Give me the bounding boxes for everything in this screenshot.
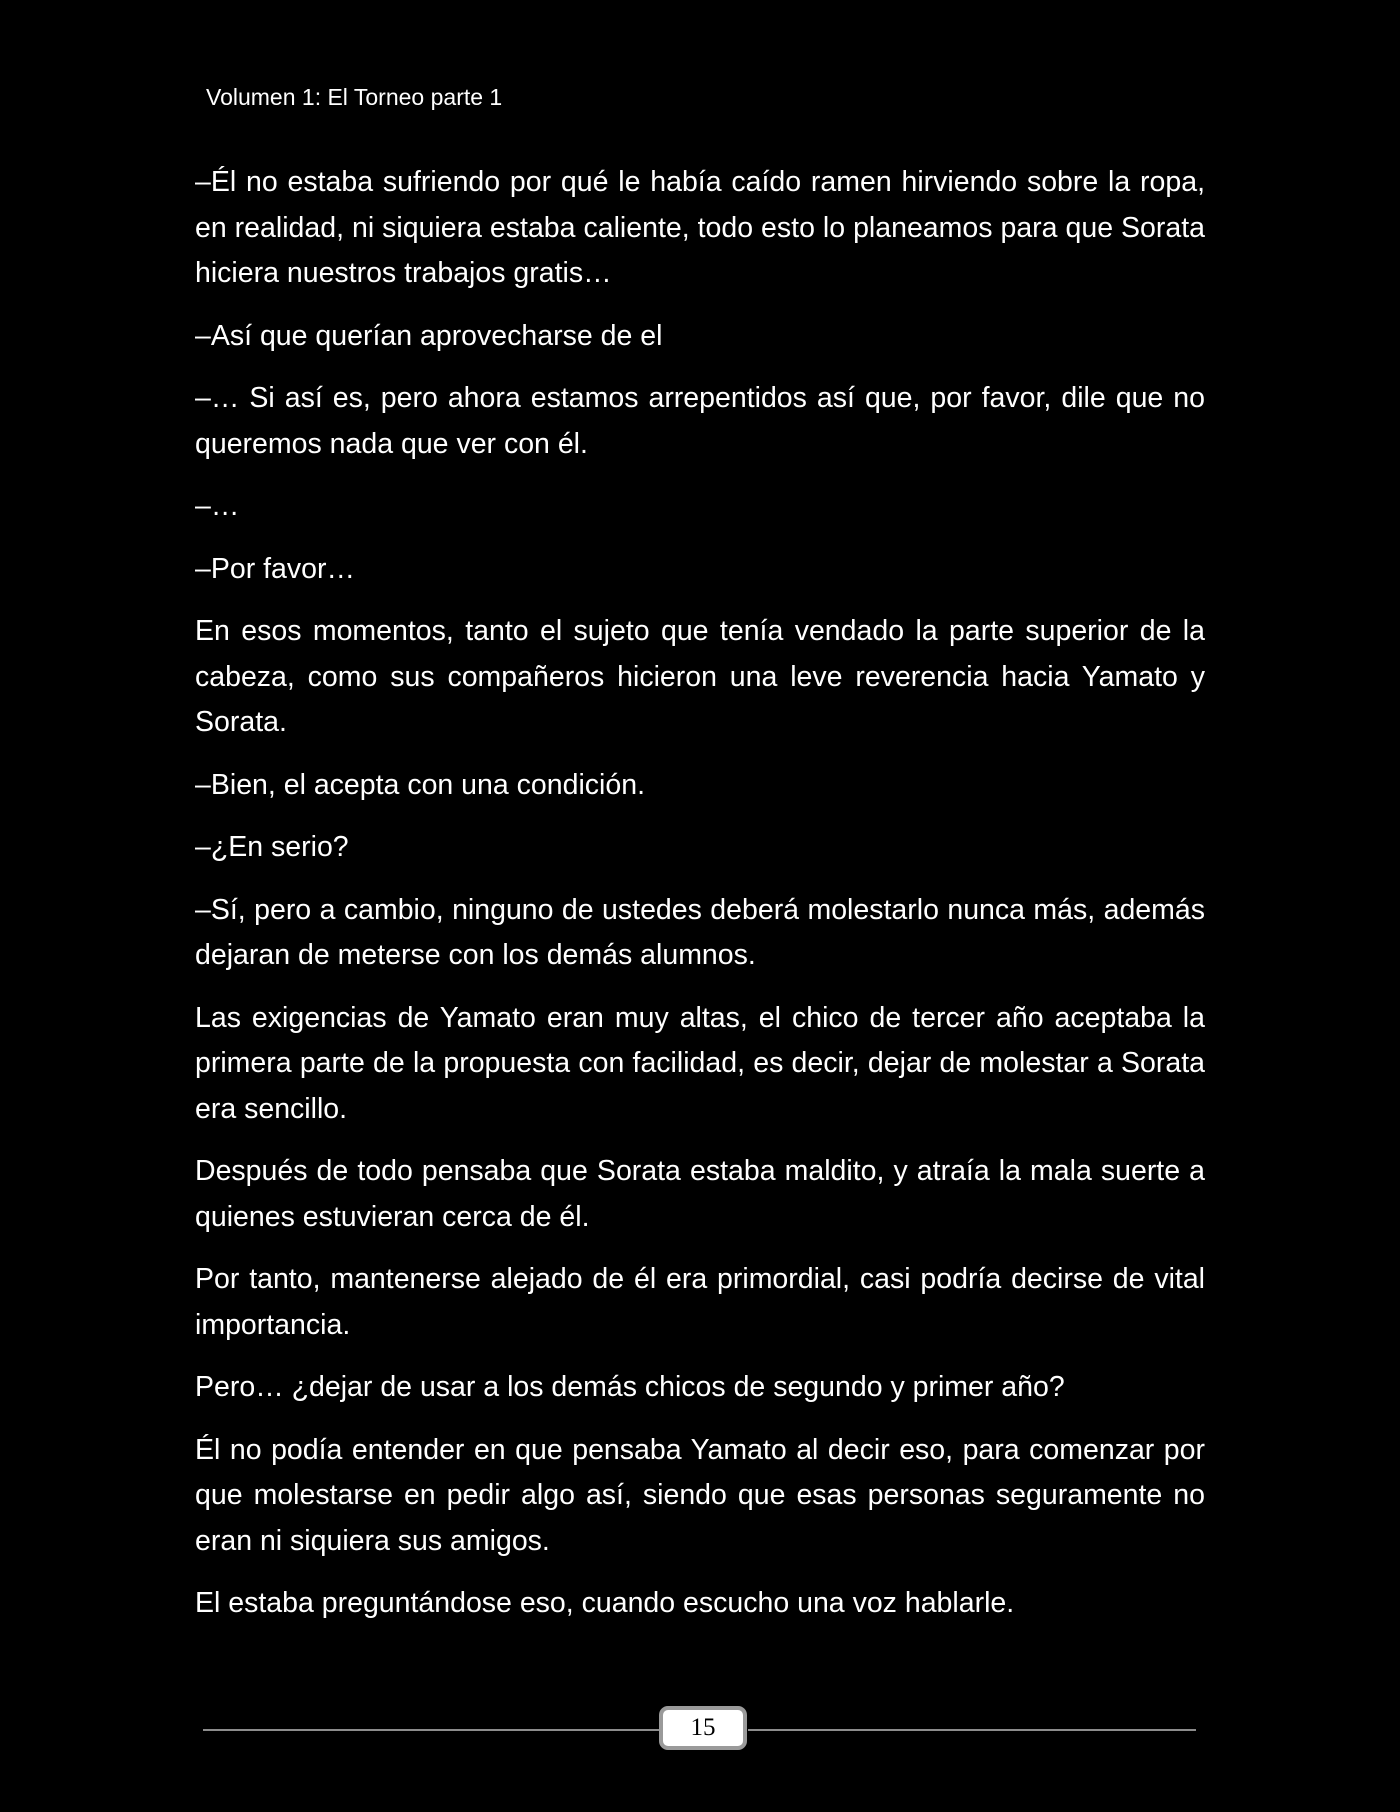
paragraph: Él no podía entender en que pensaba Yamato al decir eso, para comenzar por que molestarse en pedir algo así, siendo que esas personas seguramente no eran ni siquiera sus amigos.	[195, 1433, 1205, 1557]
running-header: Volumen 1: El Torneo parte 1	[206, 84, 503, 110]
paragraph: Después de todo pensaba que Sorata estaba maldito, y atraía la mala suerte a quienes estuvieran cerca de él.	[195, 1155, 1205, 1233]
paragraph: –Sí, pero a cambio, ninguno de ustedes deberá molestarlo nunca más, además dejaran de meterse con los demás alumnos.	[195, 893, 1205, 971]
paragraph: Las exigencias de Yamato eran muy altas, el chico de tercer año aceptaba la primera parte de la propuesta con facilidad, es decir, dejar de molestar a Sorata era sencillo.	[195, 1001, 1205, 1125]
paragraph: –Bien, el acepta con una condición.	[195, 768, 645, 801]
paragraph: Por tanto, mantenerse alejado de él era primordial, casi podría decirse de vital importancia.	[195, 1263, 1205, 1341]
footer-rule-right	[748, 1729, 1196, 1731]
body-text	[195, 160, 1205, 1644]
page-number-badge: 15	[659, 1706, 747, 1750]
paragraph: –Así que querían aprovecharse de el	[195, 319, 663, 352]
paragraph: –…	[195, 490, 240, 522]
paragraph: En esos momentos, tanto el sujeto que tenía vendado la parte superior de la cabeza, como sus compañeros hicieron una leve reverencia hacia Yamato y Sorata.	[195, 615, 1205, 738]
paragraph: –¿En serio?	[195, 831, 349, 863]
footer-rule-left	[203, 1729, 661, 1731]
paragraph: –… Si así es, pero ahora estamos arrepentidos así que, por favor, dile que no queremos nada que ver con él.	[195, 382, 1205, 460]
paragraph: El estaba preguntándose eso, cuando escucho una voz hablarle.	[195, 1587, 1015, 1619]
paragraph: Pero… ¿dejar de usar a los demás chicos de segundo y primer año?	[195, 1371, 1065, 1403]
paragraph: –Él no estaba sufriendo por qué le había caído ramen hirviendo sobre la ropa, en realidad, ni siquiera estaba caliente, todo esto lo planeamos para que Sorata hiciera nuestros trabajos gratis…	[195, 166, 1205, 289]
paragraph: –Por favor…	[195, 552, 355, 585]
